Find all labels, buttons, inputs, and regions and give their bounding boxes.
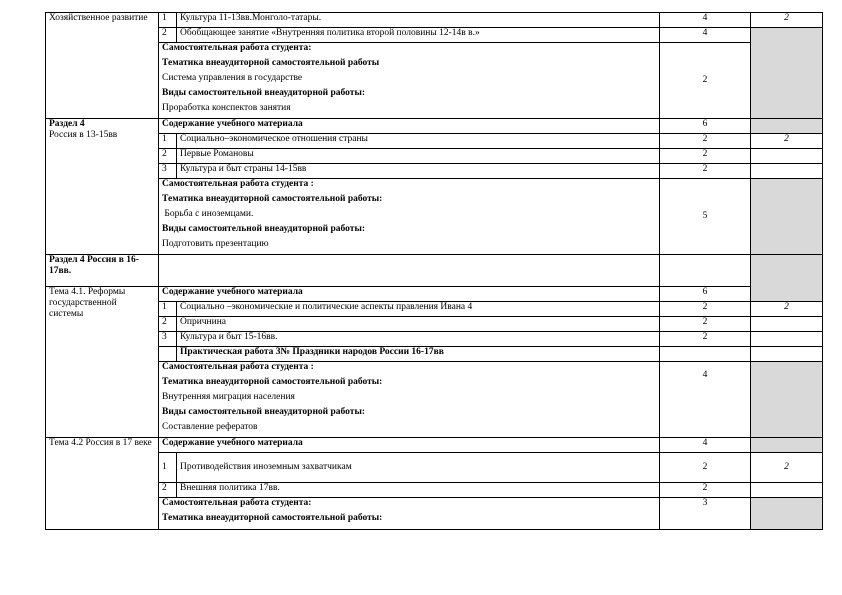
- table-row: [46, 43, 823, 119]
- table-row: [46, 13, 823, 28]
- content-header: Содержание учебного материала: [159, 119, 660, 134]
- item-text: Противодействия иноземным захватчикам: [177, 453, 660, 483]
- self-work-title: Самостоятельная работа студента :: [162, 179, 314, 189]
- hours-cell: 5: [660, 179, 751, 255]
- self-work-topic: Внутренняя миграция населения: [162, 392, 295, 402]
- level-cell-empty: [751, 119, 823, 134]
- level-cell: 2: [751, 453, 823, 483]
- level-cell-empty: [751, 149, 823, 164]
- hours-cell-empty: [660, 347, 751, 362]
- item-text: Социально –экономические и политические аспекты правления Ивана 4: [177, 302, 660, 317]
- table-row: [46, 287, 823, 302]
- level-cell-empty: [751, 362, 823, 438]
- theme-title: Тема 4.1. Реформы: [49, 287, 126, 297]
- level-cell: 2: [751, 13, 823, 28]
- section-cell: [46, 119, 159, 255]
- hours-cell: 2: [660, 164, 751, 179]
- item-number: 1: [159, 134, 177, 149]
- hours-cell: 6: [660, 119, 751, 134]
- self-work-title: Самостоятельная работа студента:: [162, 498, 312, 508]
- self-work-types-label: Виды самостоятельной внеаудиторной работы:: [162, 224, 366, 234]
- self-work-title: Самостоятельная работа студента:: [162, 43, 312, 53]
- level-cell-empty: [751, 28, 823, 119]
- hours-cell: 4: [660, 438, 751, 453]
- self-work-type: Подготовить презентацию: [162, 239, 269, 249]
- item-text: Внешняя политика 17вв.: [177, 483, 660, 498]
- table-row: [46, 498, 823, 530]
- table-row: [46, 134, 823, 149]
- level-cell-empty: [751, 438, 823, 453]
- item-number: 2: [159, 317, 177, 332]
- level-cell-empty: [751, 317, 823, 332]
- self-work-topics-label: Тематика внеаудиторной самостоятельной работы: [162, 58, 380, 68]
- empty-cell: [159, 255, 660, 287]
- hours-cell-empty: [660, 255, 751, 287]
- table-row: [46, 179, 823, 255]
- section-cell: Хозяйственное развитие: [46, 13, 159, 119]
- self-work-types-label: Виды самостоятельной внеаудиторной работы:: [162, 407, 366, 417]
- item-text: Культура и быт 15-16вв.: [177, 332, 660, 347]
- item-text: Культура и быт страны 14-15вв: [177, 164, 660, 179]
- self-work-type: Проработка конспектов занятия: [162, 103, 291, 113]
- table-row: [46, 347, 823, 362]
- theme-title-line-2: государственной: [49, 298, 117, 308]
- self-work-type: Составление рефератов: [162, 422, 258, 432]
- item-text: Опричнина: [177, 317, 660, 332]
- hours-cell: 2: [660, 483, 751, 498]
- table-row: [46, 164, 823, 179]
- level-cell-empty: [751, 347, 823, 362]
- section-title: Раздел 4: [49, 119, 85, 129]
- self-work-topics-label: Тематика внеаудиторной самостоятельной работы:: [162, 194, 383, 204]
- level-cell-empty: [751, 332, 823, 347]
- item-number: 2: [159, 149, 177, 164]
- hours-cell: 3: [660, 498, 751, 530]
- hours-cell: 4: [660, 13, 751, 28]
- table-row: [46, 28, 823, 43]
- item-number: 3: [159, 332, 177, 347]
- level-cell-empty: [751, 179, 823, 255]
- level-cell-empty: [751, 498, 823, 530]
- self-work-title: Самостоятельная работа студента :: [162, 362, 314, 372]
- curriculum-table: [45, 12, 823, 530]
- hours-cell: 2: [660, 332, 751, 347]
- content-header: Содержание учебного материала: [159, 438, 660, 453]
- table-row: [46, 438, 823, 453]
- table-row: [46, 302, 823, 317]
- self-work-cell: [159, 179, 660, 255]
- self-work-cell: [159, 362, 660, 438]
- hours-cell: 4: [660, 28, 751, 43]
- self-work-topic: Система управления в государстве: [162, 73, 303, 83]
- table-row: [46, 255, 823, 287]
- item-text: Социально–экономическое отношения страны: [177, 134, 660, 149]
- hours-cell: 2: [660, 43, 751, 119]
- self-work-topic: Борьба с иноземцами.: [162, 209, 254, 219]
- item-number: 3: [159, 164, 177, 179]
- item-text: Обобщающее занятие «Внутренняя политика второй половины 12-14в в.»: [177, 28, 660, 43]
- section-cell: Тема 4.2 Россия в 17 веке: [46, 438, 159, 530]
- self-work-types-label: Виды самостоятельной внеаудиторной работы:: [162, 88, 366, 98]
- table-row: [46, 483, 823, 498]
- section-cell: Раздел 4 Россия в 16-17вв.: [46, 255, 159, 287]
- hours-cell: 2: [660, 317, 751, 332]
- self-work-topics-label: Тематика внеаудиторной самостоятельной работы:: [162, 513, 383, 523]
- hours-cell: 2: [660, 134, 751, 149]
- item-text: Культура 11-13вв.Монголо-татары.: [177, 13, 660, 28]
- section-subtitle: Россия в 13-15вв: [49, 130, 118, 140]
- level-cell-empty: [751, 255, 823, 302]
- self-work-cell: [159, 43, 660, 119]
- level-cell: 2: [751, 302, 823, 317]
- table-row: [46, 453, 823, 483]
- table-row: [46, 149, 823, 164]
- item-number: 1: [159, 302, 177, 317]
- table-row: [46, 119, 823, 134]
- hours-cell: 2: [660, 302, 751, 317]
- level-cell-empty: [751, 164, 823, 179]
- item-number: 1: [159, 453, 177, 483]
- hours-cell: 2: [660, 453, 751, 483]
- hours-cell: 6: [660, 287, 751, 302]
- item-number-empty: [159, 347, 177, 362]
- item-number: 2: [159, 483, 177, 498]
- theme-title-line-3: системы: [49, 309, 84, 319]
- hours-cell: 2: [660, 149, 751, 164]
- item-number: 1: [159, 13, 177, 28]
- self-work-topics-label: Тематика внеаудиторной самостоятельной работы:: [162, 377, 383, 387]
- hours-cell: 4: [660, 362, 751, 438]
- item-number: 2: [159, 28, 177, 43]
- self-work-cell: [159, 498, 660, 530]
- content-header: Содержание учебного материала: [159, 287, 660, 302]
- section-cell: [46, 287, 159, 438]
- curriculum-sheet: [45, 12, 822, 530]
- table-row: [46, 332, 823, 347]
- level-cell-empty: [751, 483, 823, 498]
- table-row: [46, 317, 823, 332]
- item-text: Первые Романовы: [177, 149, 660, 164]
- practical-work: Практическая работа 3№ Праздники народов России 16-17вв: [177, 347, 660, 362]
- level-cell: 2: [751, 134, 823, 149]
- table-row: [46, 362, 823, 438]
